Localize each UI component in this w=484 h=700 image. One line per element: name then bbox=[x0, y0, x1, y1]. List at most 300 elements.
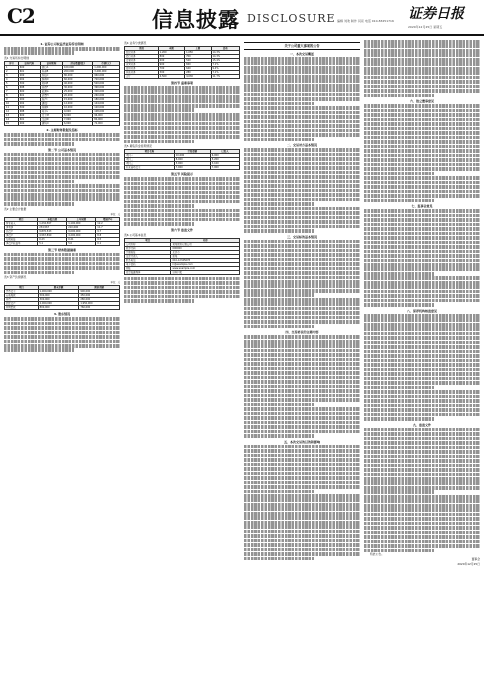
text-line bbox=[364, 486, 480, 490]
table-cell: 2,000,000 bbox=[38, 302, 79, 306]
table-cell: 2 bbox=[5, 70, 19, 74]
table-cell: 96,000 bbox=[93, 114, 120, 118]
column-header: 序号 bbox=[5, 62, 19, 66]
text-line bbox=[4, 166, 120, 170]
column-header: 期初余额 bbox=[79, 286, 120, 290]
section-heading: 第二节 公司基本情况 bbox=[47, 147, 77, 152]
text-line bbox=[364, 408, 480, 412]
section-heading: 七、监事会意见 bbox=[411, 204, 433, 209]
table-caption: 表6 公司基本信息 bbox=[124, 232, 147, 237]
text-line bbox=[364, 181, 480, 185]
text-line bbox=[124, 299, 194, 303]
table-cell: 网址 bbox=[125, 266, 171, 270]
text-line bbox=[364, 318, 480, 322]
text-line bbox=[244, 367, 360, 371]
table-cell: 210,000 bbox=[67, 225, 96, 229]
table-cell: 7,000 bbox=[63, 118, 93, 122]
text-line bbox=[364, 71, 480, 75]
text-line bbox=[364, 437, 480, 441]
table-cell: 688 bbox=[18, 110, 40, 114]
table-cell: 9,000 bbox=[63, 110, 93, 114]
table-cell: 3,400,000 bbox=[93, 70, 120, 74]
text-line bbox=[244, 454, 360, 458]
text-line bbox=[364, 154, 480, 158]
text-line bbox=[364, 281, 480, 285]
text-line bbox=[364, 149, 480, 153]
table-cell: 300,000 bbox=[93, 90, 120, 94]
text-line bbox=[124, 191, 240, 195]
table-cell: 地产I bbox=[40, 98, 62, 102]
table-cell: 3,100 bbox=[210, 162, 239, 166]
text-line bbox=[364, 122, 480, 126]
text-line bbox=[244, 539, 360, 543]
text-line bbox=[244, 458, 360, 462]
table-cell: 8.8 bbox=[96, 233, 120, 237]
text-line bbox=[364, 446, 480, 450]
text-line bbox=[244, 335, 360, 339]
text-line bbox=[244, 349, 360, 353]
text-line bbox=[4, 175, 120, 179]
text-line bbox=[244, 276, 360, 280]
table-cell: 电子L bbox=[40, 110, 62, 114]
text-line bbox=[124, 209, 240, 213]
text-line bbox=[364, 544, 480, 548]
table-cell: 9,000,000 bbox=[67, 229, 96, 233]
text-line bbox=[244, 293, 314, 297]
table-cell: 300,000 bbox=[38, 298, 79, 302]
text-line bbox=[4, 138, 120, 142]
text-line bbox=[244, 198, 360, 202]
text-line bbox=[364, 399, 480, 403]
table-cell: 能源G bbox=[40, 90, 62, 94]
text-line bbox=[244, 389, 360, 393]
table-cell: 8,000 bbox=[174, 158, 210, 162]
table-cell: 450,000 bbox=[79, 294, 120, 298]
text-line bbox=[244, 498, 360, 502]
section-heading: 四、交易协议的主要内容 bbox=[285, 330, 319, 335]
table-cell: 项目三 bbox=[125, 162, 175, 166]
text-line bbox=[244, 376, 360, 380]
text-line bbox=[364, 464, 480, 468]
text-line bbox=[364, 473, 480, 477]
table-cell: 000 bbox=[18, 74, 40, 78]
table-cell: 720,000 bbox=[93, 78, 120, 82]
text-line bbox=[4, 326, 120, 330]
table-cell: 9,876,543 bbox=[38, 229, 67, 233]
text-line bbox=[244, 485, 360, 489]
text-line bbox=[364, 390, 480, 394]
table-cell: 公司名称 bbox=[125, 242, 171, 246]
table-cell: 4,200,000 bbox=[67, 233, 96, 237]
text-line bbox=[124, 135, 240, 139]
text-line bbox=[244, 385, 360, 389]
table-cell: 600 bbox=[18, 66, 40, 70]
text-line bbox=[364, 359, 480, 363]
text-line bbox=[364, 531, 480, 535]
page-header bbox=[0, 0, 484, 36]
text-line bbox=[4, 133, 120, 137]
text-line bbox=[364, 417, 434, 421]
table-cell: 5,000 bbox=[174, 162, 210, 166]
table-cell: 9.5 bbox=[96, 237, 120, 241]
text-line bbox=[364, 432, 480, 436]
column-2 bbox=[124, 40, 240, 696]
text-line bbox=[124, 122, 240, 126]
table-cell: 4,030 bbox=[185, 75, 211, 79]
table-cell: 0.1 bbox=[96, 241, 120, 245]
text-line bbox=[124, 177, 240, 181]
text-line bbox=[244, 467, 360, 471]
text-line bbox=[364, 477, 480, 481]
text-line bbox=[244, 148, 360, 152]
text-line bbox=[364, 372, 480, 376]
text-line bbox=[364, 136, 480, 140]
text-line bbox=[364, 290, 480, 294]
text-line bbox=[244, 61, 360, 65]
section-heading: 一、本次交易概述 bbox=[289, 52, 314, 56]
text-line bbox=[124, 86, 240, 90]
text-line bbox=[244, 271, 360, 275]
table-cell: 5.1 bbox=[38, 241, 67, 245]
column-header: 市值(元) bbox=[93, 62, 120, 66]
column-1 bbox=[4, 40, 120, 696]
text-line bbox=[364, 140, 480, 144]
text-line bbox=[364, 504, 480, 508]
text-line bbox=[244, 184, 360, 188]
text-line bbox=[364, 314, 480, 318]
table-cell: 资管业务 bbox=[125, 59, 159, 63]
text-line bbox=[244, 494, 360, 498]
text-line bbox=[364, 285, 480, 289]
section-heading: 三、交易标的基本情况 bbox=[286, 234, 317, 239]
text-line bbox=[364, 241, 480, 245]
text-line bbox=[244, 463, 360, 467]
table-cell: 9 bbox=[5, 98, 19, 102]
text-line bbox=[244, 258, 360, 262]
text-line bbox=[124, 213, 240, 217]
table-cell: 1,100,000 bbox=[67, 221, 96, 225]
table-cell: 交运N bbox=[40, 118, 62, 122]
text-line bbox=[124, 218, 240, 222]
text-line bbox=[364, 209, 480, 213]
text-line bbox=[364, 428, 480, 432]
table-cell: 0.21 bbox=[67, 237, 96, 241]
section-heading: 第三节 财务数据摘要 bbox=[47, 247, 77, 252]
text-line bbox=[244, 557, 314, 561]
text-line bbox=[244, 244, 360, 248]
column-header: 证券代码 bbox=[18, 62, 40, 66]
text-line bbox=[4, 335, 120, 339]
funds-table bbox=[124, 149, 240, 170]
text-line bbox=[4, 344, 120, 348]
notice-title: 关于公司重大事项的公告 bbox=[244, 42, 360, 50]
text-line bbox=[364, 267, 480, 271]
text-line bbox=[364, 167, 480, 171]
text-line bbox=[244, 97, 360, 101]
text-line bbox=[124, 126, 240, 130]
column-header: 已投入 bbox=[210, 150, 239, 154]
text-line bbox=[244, 512, 360, 516]
table-caption: 表5 募集资金使用情况 bbox=[124, 144, 152, 149]
text-line bbox=[364, 336, 480, 340]
table-cell: 6,000 bbox=[210, 154, 239, 158]
text-line bbox=[244, 534, 360, 538]
text-line bbox=[244, 430, 360, 434]
text-line bbox=[124, 131, 240, 135]
text-line bbox=[244, 362, 360, 366]
text-line bbox=[364, 517, 480, 521]
table-caption: 表2 主要会计数据 bbox=[4, 206, 27, 211]
text-line bbox=[4, 142, 74, 146]
text-line bbox=[244, 102, 314, 106]
text-line bbox=[364, 58, 480, 62]
table-cell: 5,200 bbox=[210, 158, 239, 162]
column-header: 证券简称 bbox=[40, 62, 62, 66]
text-line bbox=[244, 490, 314, 494]
table-cell: 股票代码 bbox=[125, 246, 171, 250]
text-line bbox=[244, 394, 360, 398]
text-line bbox=[244, 525, 360, 529]
table-row bbox=[5, 122, 120, 126]
table-cell: 15.4% bbox=[211, 59, 239, 63]
table-cell: 800 bbox=[158, 55, 184, 59]
table-cell: 0.23 bbox=[38, 237, 67, 241]
text-line bbox=[4, 348, 74, 352]
text-line bbox=[244, 79, 360, 83]
text-line bbox=[364, 127, 480, 131]
text-line bbox=[364, 549, 434, 553]
table-cell: 40,000 bbox=[63, 82, 93, 86]
text-line bbox=[364, 158, 480, 162]
table-cell: 项目二 bbox=[125, 158, 175, 162]
text-line bbox=[364, 145, 480, 149]
table-cell: 7.1% bbox=[211, 71, 239, 75]
text-line bbox=[244, 284, 360, 288]
text-line bbox=[364, 395, 480, 399]
table-cell: 合计 bbox=[125, 75, 159, 79]
table-cell: 002 bbox=[18, 78, 40, 82]
holdings-table bbox=[4, 61, 120, 126]
text-line bbox=[364, 377, 480, 381]
text-line bbox=[124, 186, 240, 190]
text-line bbox=[244, 249, 360, 253]
table-cell: 20,000 bbox=[63, 94, 93, 98]
newspaper-masthead: 证券日报 bbox=[408, 6, 464, 22]
table-cell: 净利润 bbox=[5, 225, 38, 229]
table-cell: 600 bbox=[18, 90, 40, 94]
section-heading: 九、备查文件 bbox=[412, 422, 431, 427]
text-line bbox=[244, 445, 360, 449]
table-cell: 900,000 bbox=[79, 290, 120, 294]
text-line bbox=[244, 316, 360, 320]
table-cell: 4,500 bbox=[158, 75, 184, 79]
text-line bbox=[4, 322, 120, 326]
table-cell: 280 bbox=[185, 71, 211, 75]
table-cell: 900 bbox=[158, 63, 184, 67]
table-cell: 12.2 bbox=[96, 221, 120, 225]
text-line bbox=[244, 552, 360, 556]
table-cell: 自营业务 bbox=[125, 63, 159, 67]
text-line bbox=[364, 363, 480, 367]
text-line bbox=[364, 113, 480, 117]
text-line bbox=[4, 189, 120, 193]
table-cell: 60,000 bbox=[63, 78, 93, 82]
table-cell: 234,567 bbox=[38, 225, 67, 229]
column-header: 变动 bbox=[211, 47, 239, 51]
column-header: 项目 bbox=[5, 286, 39, 290]
table-cell: 6,000 bbox=[63, 122, 93, 126]
table-cell: 600 bbox=[18, 114, 40, 118]
table-cell: 84,000 bbox=[93, 118, 120, 122]
text-line bbox=[244, 202, 314, 206]
text-line bbox=[364, 223, 480, 227]
table-cell: 7 bbox=[5, 90, 19, 94]
text-line bbox=[364, 368, 480, 372]
text-line bbox=[124, 140, 194, 144]
text-line bbox=[124, 113, 240, 117]
table-row bbox=[125, 166, 240, 170]
table-cell: 601 bbox=[18, 118, 40, 122]
table-row bbox=[125, 75, 240, 79]
text-line bbox=[364, 185, 480, 189]
text-line bbox=[364, 49, 480, 53]
table-cell: 010-12345678 bbox=[171, 258, 240, 262]
text-line bbox=[124, 195, 240, 199]
text-line bbox=[364, 499, 480, 503]
text-line bbox=[364, 259, 480, 263]
column-header: 项目名称 bbox=[125, 150, 175, 154]
text-line bbox=[4, 262, 120, 266]
table-cell: 6 bbox=[5, 86, 19, 90]
text-line bbox=[4, 157, 120, 161]
table-cell: 601 bbox=[18, 94, 40, 98]
column-4 bbox=[364, 40, 480, 696]
table-cell: 7,000 bbox=[210, 166, 239, 170]
text-line bbox=[244, 193, 360, 197]
text-line bbox=[4, 202, 74, 206]
table-cell: 10 bbox=[5, 102, 19, 106]
table-cell: 520 bbox=[185, 59, 211, 63]
column-header: 持仓数量(股) bbox=[63, 62, 93, 66]
table-cell: 联系电话 bbox=[125, 258, 171, 262]
column-3 bbox=[244, 40, 360, 696]
table-cell: 补充流动资金 bbox=[125, 166, 175, 170]
table-cell: 002 bbox=[18, 102, 40, 106]
table-cell: 1,200,000 bbox=[93, 66, 120, 70]
table-cell: 材料E bbox=[40, 82, 62, 86]
text-line bbox=[244, 262, 360, 266]
table-unit: 单位：元 bbox=[110, 212, 120, 216]
text-line bbox=[244, 507, 360, 511]
table-cell: 传媒K bbox=[40, 106, 62, 110]
section-heading: 第五节 风险提示 bbox=[170, 172, 194, 177]
text-line bbox=[244, 307, 360, 311]
text-line bbox=[364, 89, 480, 93]
text-line bbox=[4, 180, 74, 184]
table-cell: 11 bbox=[5, 106, 19, 110]
table-cell: 390,000 bbox=[93, 86, 120, 90]
text-line bbox=[244, 225, 360, 229]
table-cell: 北京市 bbox=[171, 250, 240, 254]
table-cell: 4,567,890 bbox=[38, 233, 67, 237]
text-line bbox=[244, 320, 360, 324]
table-cell: 货币资金 bbox=[5, 290, 39, 294]
table-cell: 总资产 bbox=[5, 229, 38, 233]
text-line bbox=[4, 47, 120, 51]
text-line bbox=[244, 344, 360, 348]
text-line bbox=[244, 66, 360, 70]
text-line bbox=[244, 229, 314, 233]
text-line bbox=[244, 75, 360, 79]
text-line bbox=[244, 115, 360, 119]
text-line bbox=[244, 481, 360, 485]
table-header-row bbox=[5, 286, 120, 290]
table-cell: 经纪业务 bbox=[125, 51, 159, 55]
text-line bbox=[244, 398, 360, 402]
text-line bbox=[364, 323, 480, 327]
column-header: 本报告期 bbox=[38, 217, 67, 221]
text-line bbox=[244, 353, 360, 357]
text-line bbox=[4, 153, 120, 157]
intro-line-2: 2. 主要财务数据及指标 bbox=[46, 128, 78, 133]
text-line bbox=[364, 495, 480, 499]
text-line bbox=[4, 51, 74, 55]
table-cell: 7,000 bbox=[174, 166, 210, 170]
table-cell: 12 bbox=[5, 110, 19, 114]
table-cell: 520,000 bbox=[93, 82, 120, 86]
text-line bbox=[244, 412, 360, 416]
balance-table bbox=[4, 285, 120, 310]
section-title-english: DISCLOSURE bbox=[247, 12, 336, 25]
text-line bbox=[4, 193, 120, 197]
text-line bbox=[364, 104, 480, 108]
text-line bbox=[364, 468, 480, 472]
text-line bbox=[364, 44, 480, 48]
table-cell: 300 bbox=[18, 82, 40, 86]
text-line bbox=[364, 345, 480, 349]
text-line bbox=[4, 197, 120, 201]
table-cell: 10,000 bbox=[174, 154, 210, 158]
text-line bbox=[364, 245, 480, 249]
text-line bbox=[124, 277, 240, 281]
text-line bbox=[244, 211, 360, 215]
table-cell: ir@example.com bbox=[171, 262, 240, 266]
table-cell: 营业收入 bbox=[5, 221, 38, 225]
text-line bbox=[244, 138, 314, 142]
editor-contact-line: 编辑 刘欢 制作 闫亮 电话 010-83251716 bbox=[337, 19, 394, 23]
text-line bbox=[364, 263, 480, 267]
text-line bbox=[244, 289, 360, 293]
table-cell: 1,200 bbox=[158, 51, 184, 55]
section-heading: 第四节 重要事项 bbox=[170, 81, 194, 85]
text-line bbox=[124, 200, 240, 204]
text-line bbox=[244, 416, 360, 420]
text-line bbox=[364, 413, 480, 417]
text-line bbox=[244, 472, 360, 476]
text-line bbox=[364, 459, 480, 463]
table-cell: 100,000 bbox=[63, 66, 93, 70]
table-cell: 建筑O bbox=[40, 122, 62, 126]
table-cell: 120,000 bbox=[93, 106, 120, 110]
table-cell: 7.1% bbox=[211, 63, 239, 67]
text-line bbox=[4, 271, 74, 275]
text-line bbox=[364, 163, 480, 167]
text-line bbox=[124, 104, 240, 108]
column-header: 项目 bbox=[125, 238, 171, 242]
text-line bbox=[364, 232, 480, 236]
section-heading: 八、保荐机构核查意见 bbox=[406, 308, 437, 313]
text-line bbox=[364, 490, 434, 494]
